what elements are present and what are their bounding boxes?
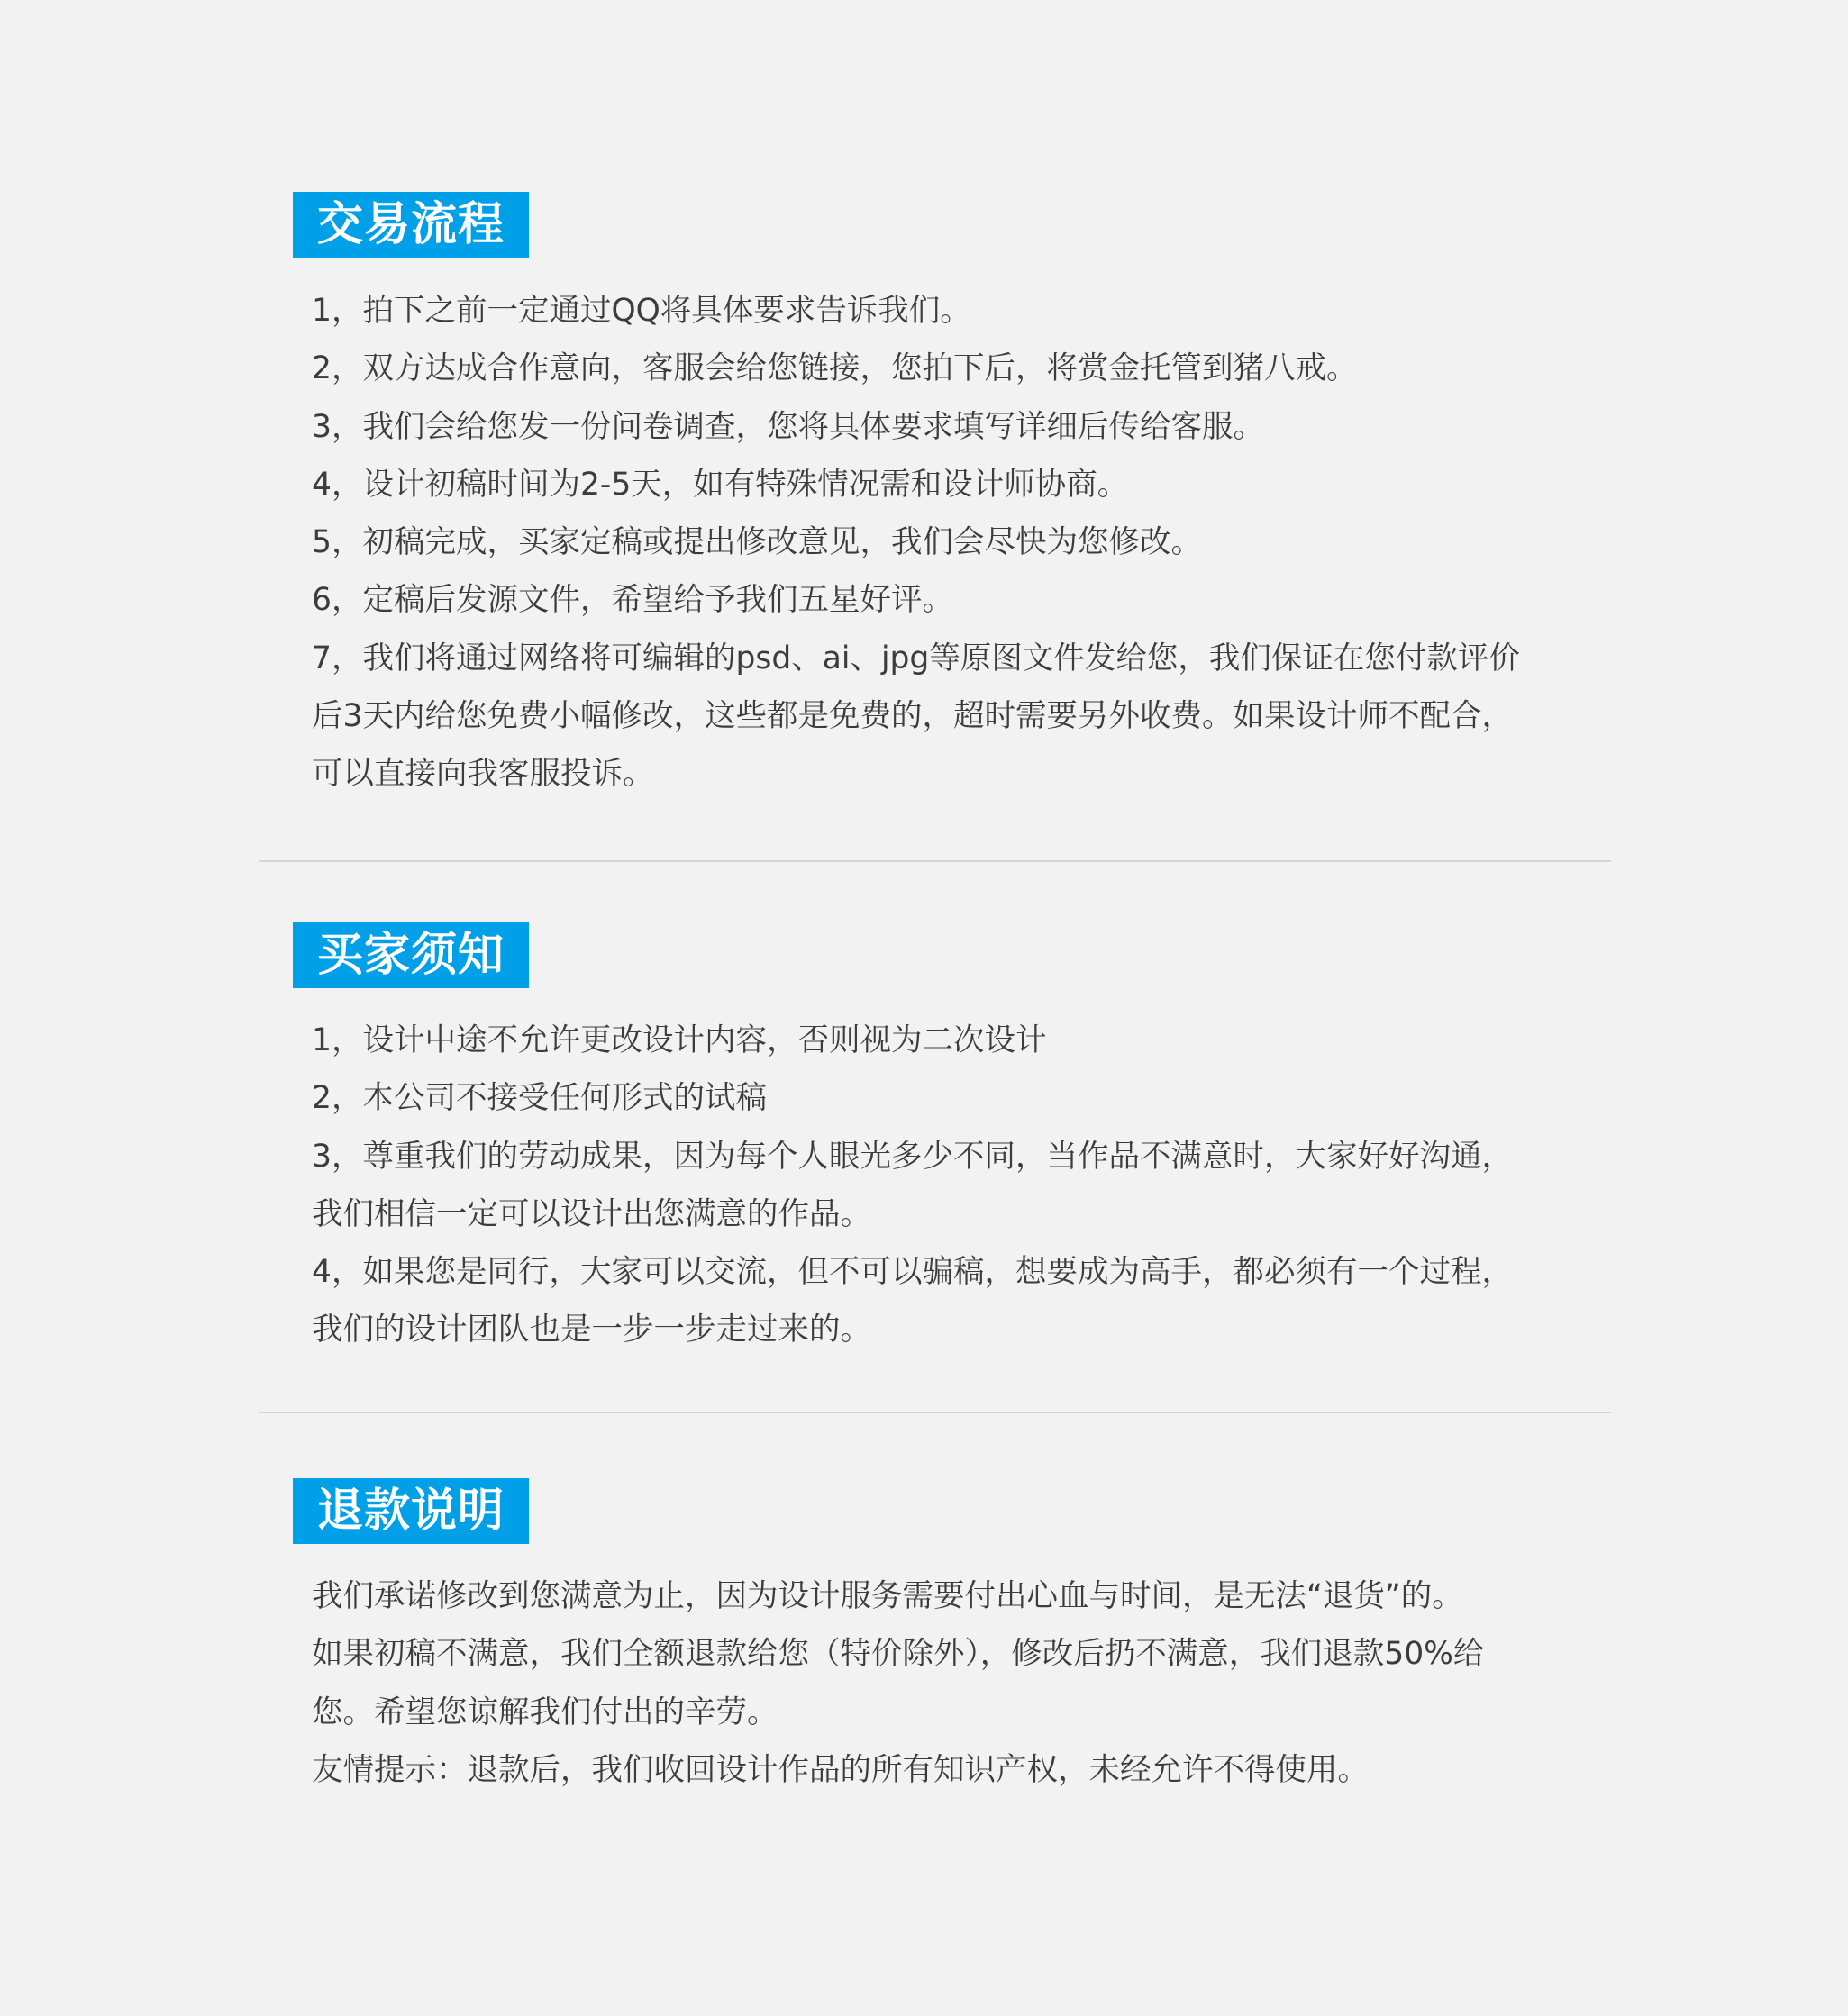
- section-divider: [259, 1412, 1611, 1413]
- list-item: 我们相信一定可以设计出您满意的作品。: [312, 1195, 871, 1232]
- list-item: 5，初稿完成，买家定稿或提出修改意见，我们会尽快为您修改。: [312, 524, 1202, 561]
- list-item: 2，双方达成合作意向，客服会给您链接，您拍下后，将赏金托管到猪八戒。: [312, 350, 1358, 387]
- list-item: 4，如果您是同行，大家可以交流，但不可以骗稿，想要成为高手，都必须有一个过程，: [312, 1254, 1513, 1291]
- section-body-refund-policy: [312, 1567, 1591, 1799]
- list-item: 1，设计中途不允许更改设计内容，否则视为二次设计: [312, 1022, 1047, 1058]
- section-body-transaction-process: [312, 282, 1591, 804]
- section-body-buyer-notice: [312, 1012, 1591, 1359]
- list-item: 7，我们将通过网络将可编辑的psd、ai、jpg等原图文件发给您，我们保证在您付款评价: [312, 640, 1520, 677]
- list-item: 后3天内给您免费小幅修改，这些都是免费的，超时需要另外收费。如果设计师不配合，: [312, 698, 1513, 735]
- list-item: 3，尊重我们的劳动成果，因为每个人眼光多少不同，当作品不满意时，大家好好沟通，: [312, 1138, 1513, 1175]
- list-item: 3，我们会给您发一份问卷调查，您将具体要求填写详细后传给客服。: [312, 408, 1264, 445]
- section-heading-refund-policy: 退款说明: [293, 1478, 529, 1544]
- list-item: 可以直接向我客服投诉。: [312, 756, 654, 793]
- list-item: 友情提示：退款后，我们收回设计作品的所有知识产权，未经允许不得使用。: [312, 1751, 1369, 1788]
- list-item: 2，本公司不接受任何形式的试稿: [312, 1080, 767, 1117]
- list-item: 6，定稿后发源文件，希望给予我们五星好评。: [312, 582, 953, 619]
- section-divider: [259, 860, 1611, 862]
- list-item: 1，拍下之前一定通过QQ将具体要求告诉我们。: [312, 293, 971, 329]
- list-item: 4，设计初稿时间为2-5天，如有特殊情况需和设计师协商。: [312, 466, 1129, 503]
- section-heading-buyer-notice: 买家须知: [293, 922, 529, 988]
- list-item: 我们承诺修改到您满意为止，因为设计服务需要付出心血与时间，是无法“退货”的。: [312, 1578, 1463, 1614]
- list-item: 我们的设计团队也是一步一步走过来的。: [312, 1312, 871, 1349]
- list-item: 您。希望您谅解我们付出的辛劳。: [312, 1694, 778, 1730]
- list-item: 如果初稿不满意，我们全额退款给您（特价除外），修改后扔不满意，我们退款50%给: [312, 1636, 1485, 1673]
- section-heading-transaction-process: 交易流程: [293, 192, 529, 258]
